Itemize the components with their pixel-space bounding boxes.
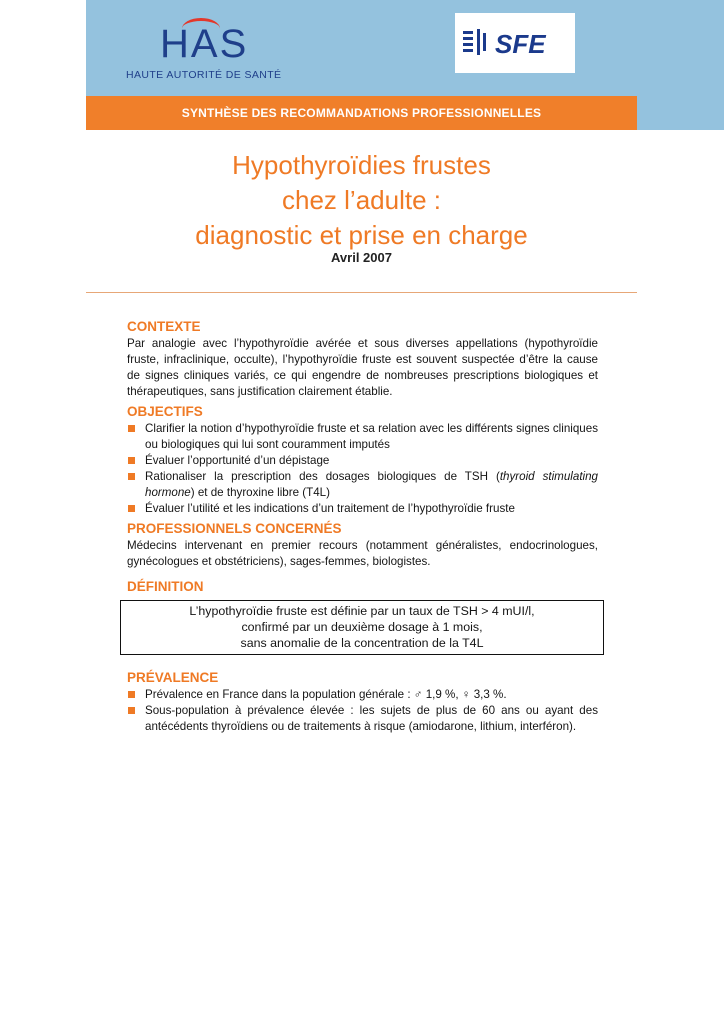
- objectifs-heading: OBJECTIFS: [127, 404, 203, 419]
- contexte-text: Par analogie avec l’hypothyroïdie avérée et sous diverses appellations (hypothyroïdie fruste, infraclinique, occulte), l’hypothyroïdie fruste est souvent suspectée d’être la cause de signes cliniques variés, ce qui engendre de nombreuses prescriptions biologiques et thérapeutiques, sans justification clairement établie.: [127, 337, 598, 398]
- definition-line-3: sans anomalie de la concentration de la T4L: [240, 636, 484, 650]
- contexte-heading: CONTEXTE: [127, 319, 201, 334]
- list-item: [127, 501, 598, 517]
- section-professionnels: [127, 520, 598, 570]
- sfe-mark-icon: [461, 27, 495, 59]
- title-line-1: Hypothyroïdies frustes: [232, 150, 491, 180]
- objectifs-list: [127, 421, 598, 517]
- list-item-text: Clarifier la notion d’hypothyroïdie fruste et sa relation avec les différents signes cliniques ou biologiques qui lui sont couramment imputés: [145, 422, 598, 451]
- list-item: [127, 703, 598, 735]
- list-item-text: ) et de thyroxine libre (T4L): [190, 486, 330, 499]
- list-item-text: Évaluer l’utilité et les indications d’un traitement de l’hypothyroïdie fruste: [145, 502, 515, 515]
- list-item-text: Évaluer l’opportunité d’un dépistage: [145, 454, 330, 467]
- section-contexte: [127, 318, 598, 400]
- list-item-text: Sous-population à prévalence élevée : les sujets de plus de 60 ans ou ayant des antécédents thyroïdiens ou de traitements à risque (amiodarone, lithium, interféron).: [145, 704, 598, 733]
- list-item-text: Prévalence en France dans la population générale :: [145, 688, 414, 701]
- divider: [86, 292, 637, 293]
- has-logo: [160, 22, 248, 67]
- prevalence-heading: PRÉVALENCE: [127, 670, 219, 685]
- has-logo-text: HAS: [160, 22, 249, 66]
- list-item: [127, 453, 598, 469]
- definition-line-1: L’hypothyroïdie fruste est définie par un taux de TSH > 4 mUI/l,: [189, 604, 535, 618]
- female-symbol-icon: ♀: [461, 688, 471, 701]
- section-objectifs: [127, 403, 598, 517]
- square-bullet-icon: [128, 457, 135, 464]
- has-logo-swoosh: [182, 18, 220, 39]
- title-line-3: diagnostic et prise en charge: [195, 220, 528, 250]
- section-definition: [127, 578, 598, 655]
- title-line-2: chez l’adulte :: [282, 185, 441, 215]
- list-item: [127, 421, 598, 453]
- list-item: [127, 469, 598, 501]
- square-bullet-icon: [128, 707, 135, 714]
- document-date: Avril 2007: [331, 250, 392, 265]
- prevalence-list: [127, 687, 598, 735]
- square-bullet-icon: [128, 473, 135, 480]
- list-item: [127, 687, 598, 703]
- document-title: [86, 148, 637, 253]
- definition-heading: DÉFINITION: [127, 579, 204, 594]
- list-item-emphasis: thyroid stimulating hormone: [145, 470, 599, 499]
- section-prevalence: [127, 669, 598, 735]
- female-value: 3,3 %.: [470, 688, 507, 701]
- professionnels-heading: PROFESSIONNELS CONCERNÉS: [127, 521, 342, 536]
- banner: SYNTHÈSE DES RECOMMANDATIONS PROFESSIONNELLES: [86, 96, 637, 130]
- square-bullet-icon: [128, 425, 135, 432]
- content: [127, 318, 598, 738]
- has-subtitle: HAUTE AUTORITÉ DE SANTÉ: [126, 69, 282, 81]
- professionnels-text: Médecins intervenant en premier recours (notamment généralistes, endocrinologues, gynécologues et obstétriciens), sages-femmes, biologistes.: [127, 539, 598, 568]
- definition-line-2: confirmé par un deuxième dosage à 1 mois,: [241, 620, 483, 634]
- sfe-logo: [455, 13, 575, 73]
- definition-box: [120, 600, 604, 655]
- sfe-logo-text: SFE: [495, 29, 546, 59]
- square-bullet-icon: [128, 691, 135, 698]
- list-item-text: Rationaliser la prescription des dosages biologiques de TSH (: [145, 470, 500, 483]
- square-bullet-icon: [128, 505, 135, 512]
- male-value: 1,9 %,: [422, 688, 462, 701]
- male-symbol-icon: ♂: [413, 688, 423, 701]
